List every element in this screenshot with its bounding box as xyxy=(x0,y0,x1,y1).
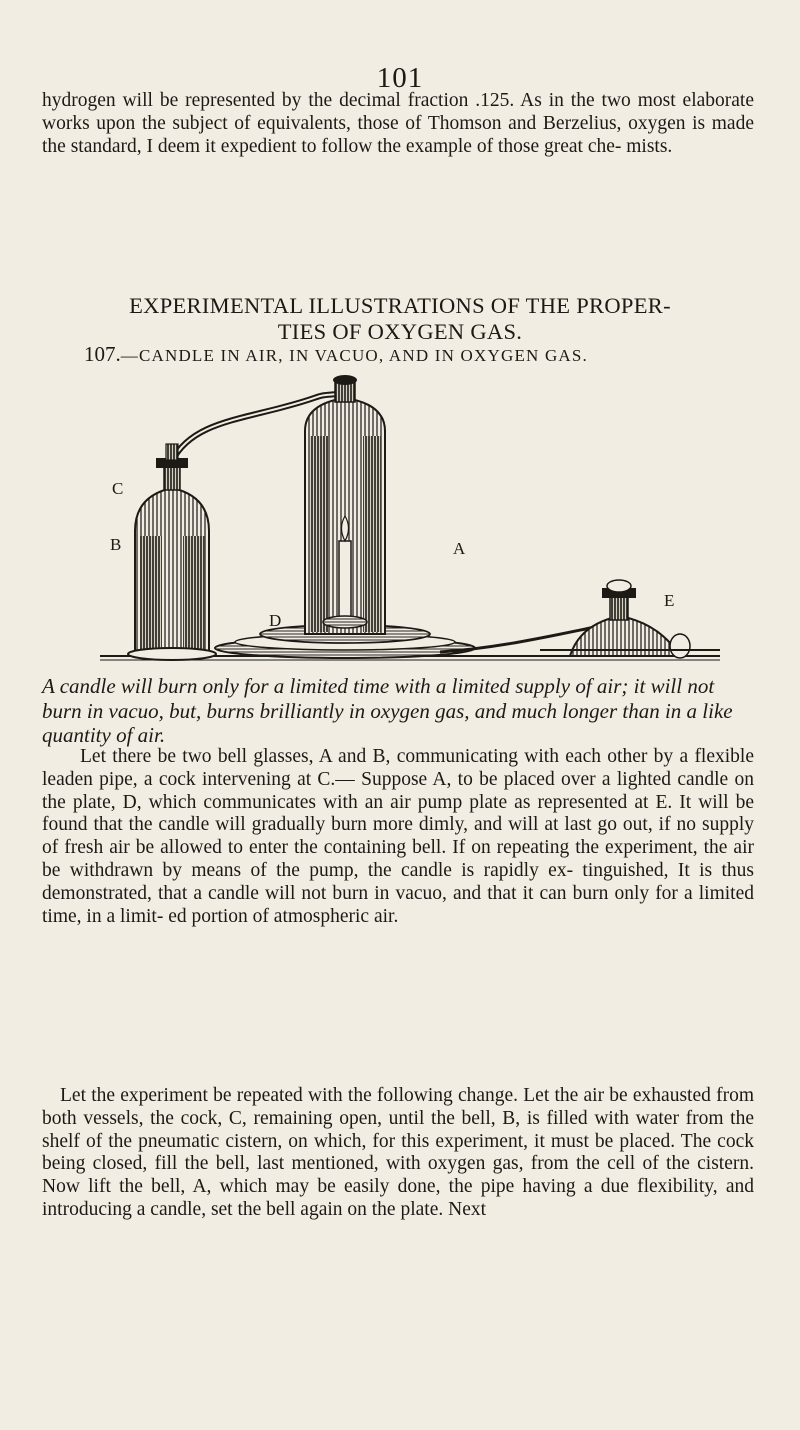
paragraph-repeat-experiment: Let the experiment be repeated with the following change. Let the air be exhausted from both vessels, the cock, C, remaining open, until the bell, B, is filled with water from the shelf of the pneumatic cistern, on which, for this experiment, it must be placed. The cock being closed, fill the bell, last mentioned, with oxygen gas, from the cell of the cistern. Now lift the bell, A, which may be easily done, the pipe having a due flexibility, and introducing a candle, set the bell again on the plate. Next xyxy=(42,1085,754,1220)
label-c: C xyxy=(112,479,124,498)
section-number: 107. xyxy=(84,342,121,366)
label-e: E xyxy=(664,591,675,610)
paragraph-equivalents: hydrogen will be represented by the decimal fraction .125. As in the two most elaborate works upon the subject of equivalents, those of Thomson and Berzelius, oxygen is made the standard, I deem it expedient to follow the example of those great che- mists. xyxy=(42,90,754,157)
section-title: —CANDLE IN AIR, IN VACUO, AND IN OXYGEN GAS. xyxy=(120,346,589,365)
italic-statement: A candle will burn only for a limited time with a limited supply of air; it will not burn in vacuo, but, burns brilliantly in oxygen gas, and much longer than in a like quantity of air. xyxy=(42,674,733,747)
bell-glasses-engraving xyxy=(80,366,740,666)
label-b: B xyxy=(110,535,122,554)
page-number: 101 xyxy=(376,62,424,94)
air-pump-e xyxy=(540,580,720,658)
label-a: A xyxy=(453,539,466,558)
bell-glass-a xyxy=(305,375,385,634)
paragraph-bell-glasses: Let there be two bell glasses, A and B, communicating with each other by a flexible leaden pipe, a cock intervening at C.— Suppose A, to be placed over a lighted candle on the plate, D, which communicates with an air pump plate as represented at E. It will be found that the candle will gradually burn more dimly, and will at last go out, if no supply of fresh air be allowed to enter the containing bell. If on repeating the experiment, the air be withdrawn by means of the pump, the candle is rapidly ex- tinguished, It is thus demonstrated, that a candle will not burn in vacuo, and that it can burn only for a limited time, in a limit- ed portion of atmospheric air. xyxy=(42,746,754,927)
section-heading-line-2: TIES OF OXYGEN GAS. xyxy=(277,319,523,344)
subsection-title xyxy=(84,342,774,367)
section-heading-line-1: EXPERIMENTAL ILLUSTRATIONS OF THE PROPER- xyxy=(129,293,671,318)
label-d: D xyxy=(269,611,282,630)
apparatus-illustration xyxy=(80,366,740,666)
bell-glass-b xyxy=(128,444,216,660)
